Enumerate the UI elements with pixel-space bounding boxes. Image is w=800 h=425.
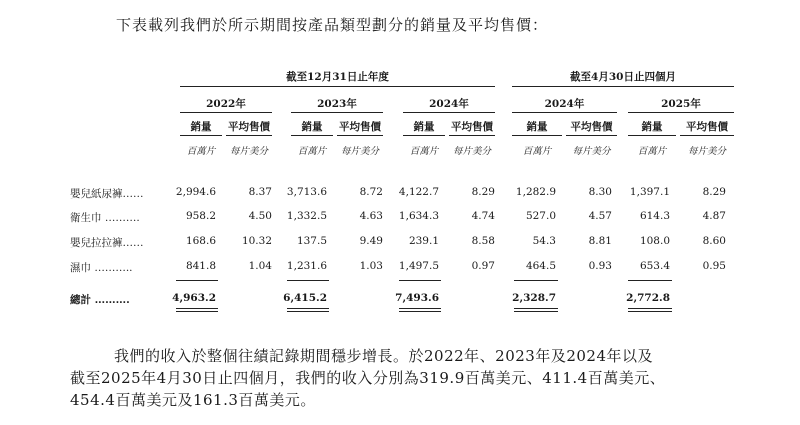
table-cell: 1,332.5 [286, 210, 327, 222]
table-cell: 8.60 [702, 235, 726, 247]
year-header: 2024年 [429, 98, 469, 110]
paragraph-line: 我們的收入於整個往績記錄期間穩步增長。於2022年、2023年及2024年以及 [114, 347, 654, 365]
table-cell: 1,397.1 [629, 186, 670, 198]
row-label-baby-pants: 嬰兒拉拉褲…… [70, 237, 144, 249]
col-header-price: 平均售價 [686, 121, 728, 133]
table-cell: 0.97 [471, 260, 495, 272]
total-rule [399, 311, 441, 312]
col-header-volume: 銷量 [413, 121, 435, 133]
table-cell: 108.0 [639, 235, 670, 247]
col-rule [512, 135, 562, 136]
intro-text: 下表載列我們於所示期間按產品類型劃分的銷量及平均售價： [116, 16, 549, 34]
table-cell: 8.29 [702, 186, 726, 198]
total-rule [628, 311, 672, 312]
table-cell: 8.81 [588, 235, 612, 247]
table-cell: 168.6 [185, 235, 216, 247]
total-rule [287, 311, 329, 312]
group-rule-four-months [512, 86, 734, 87]
year-rule [291, 112, 383, 113]
table-cell: 614.3 [639, 210, 670, 222]
table-cell: 8.29 [471, 186, 495, 198]
table-cell: 2,994.6 [175, 186, 216, 198]
year-header: 2024年 [544, 98, 585, 110]
total-cell: 6,415.2 [283, 292, 327, 304]
table-cell: 4.87 [702, 210, 726, 222]
col-header-price: 平均售價 [339, 121, 381, 133]
col-header-price: 平均售價 [570, 121, 613, 133]
year-header: 2025年 [661, 98, 701, 110]
total-rule [176, 311, 218, 312]
table-cell: 1,497.5 [398, 260, 439, 272]
year-rule [512, 112, 617, 113]
unit-header: 百萬片 [186, 146, 216, 157]
table-cell: 4.57 [588, 210, 612, 222]
unit-header: 每片美分 [572, 146, 611, 157]
table-cell: 10.32 [241, 235, 272, 247]
unit-header: 百萬片 [409, 146, 439, 157]
table-cell: 1,231.6 [286, 260, 327, 272]
year-rule [403, 112, 495, 113]
year-rule [180, 112, 272, 113]
col-rule [291, 135, 333, 136]
table-cell: 8.72 [359, 186, 383, 198]
col-rule [180, 135, 222, 136]
total-cell: 4,963.2 [172, 292, 216, 304]
row-label-sanitary-napkins: 衛生巾 ………. [70, 212, 140, 224]
unit-header: 每片美分 [340, 146, 379, 157]
table-cell: 1.03 [359, 260, 383, 272]
group-header-four-months: 截至4月30日止四個月 [570, 71, 676, 83]
subtotal-rule [176, 280, 218, 281]
unit-header: 每片美分 [229, 146, 268, 157]
col-header-volume: 銷量 [526, 121, 548, 133]
total-rule [628, 308, 672, 309]
total-cell: 2,772.8 [626, 292, 670, 304]
total-rule [287, 308, 329, 309]
total-rule [514, 308, 558, 309]
table-cell: 0.95 [702, 260, 726, 272]
table-cell: 4.50 [248, 210, 272, 222]
col-header-price: 平均售價 [228, 121, 270, 133]
col-header-price: 平均售價 [451, 121, 493, 133]
table-cell: 464.5 [525, 260, 556, 272]
table-cell: 841.8 [185, 260, 216, 272]
group-header-annual: 截至12月31日止年度 [286, 71, 389, 83]
unit-header: 百萬片 [522, 146, 552, 157]
col-header-volume: 銷量 [301, 121, 323, 133]
col-header-volume: 銷量 [641, 121, 663, 133]
table-cell: 8.30 [588, 186, 612, 198]
col-header-volume: 銷量 [190, 121, 212, 133]
table-cell: 1.04 [248, 260, 272, 272]
table-cell: 4,122.7 [398, 186, 439, 198]
table-cell: 9.49 [359, 235, 383, 247]
table-cell: 54.3 [532, 235, 556, 247]
table-cell: 4.63 [359, 210, 383, 222]
table-cell: 137.5 [296, 235, 327, 247]
col-rule [628, 135, 676, 136]
revenue-paragraph [70, 345, 665, 411]
row-label-wet-wipes: 濕巾 ……….. [70, 262, 133, 274]
total-cell: 2,328.7 [512, 292, 556, 304]
col-rule [226, 135, 272, 136]
row-label-total: 總計 ………. [70, 294, 130, 306]
col-rule [449, 135, 495, 136]
col-rule [566, 135, 617, 136]
table-cell: 653.4 [639, 260, 670, 272]
table-cell: 8.37 [248, 186, 272, 198]
total-rule [399, 308, 441, 309]
table-cell: 1,282.9 [515, 186, 556, 198]
table-cell: 239.1 [408, 235, 439, 247]
total-rule [176, 308, 218, 309]
table-cell: 958.2 [185, 210, 216, 222]
total-rule [514, 311, 558, 312]
subtotal-rule [628, 280, 672, 281]
unit-header: 每片美分 [687, 146, 726, 157]
year-rule [628, 112, 734, 113]
col-rule [680, 135, 734, 136]
table-cell: 527.0 [525, 210, 556, 222]
table-cell: 3,713.6 [286, 186, 327, 198]
paragraph-line: 截至2025年4月30日止四個月，我們的收入分別為319.9百萬美元、411.4百萬美元、 [70, 369, 666, 387]
subtotal-rule [514, 280, 558, 281]
table-cell: 4.74 [471, 210, 495, 222]
subtotal-rule [287, 280, 329, 281]
year-header: 2022年 [206, 98, 246, 110]
year-header: 2023年 [317, 98, 357, 110]
total-cell: 7,493.6 [395, 292, 439, 304]
table-cell: 0.93 [588, 260, 612, 272]
table-cell: 8.58 [471, 235, 495, 247]
table-cell: 1,634.3 [398, 210, 439, 222]
subtotal-rule [399, 280, 441, 281]
unit-header: 每片美分 [452, 146, 491, 157]
group-rule-annual [180, 86, 495, 87]
unit-header: 百萬片 [297, 146, 327, 157]
row-label-baby-diapers: 嬰兒紙尿褲…… [70, 188, 144, 200]
unit-header: 百萬片 [637, 146, 667, 157]
col-rule [403, 135, 445, 136]
paragraph-line: 454.4百萬美元及161.3百萬美元。 [70, 391, 316, 409]
col-rule [337, 135, 383, 136]
